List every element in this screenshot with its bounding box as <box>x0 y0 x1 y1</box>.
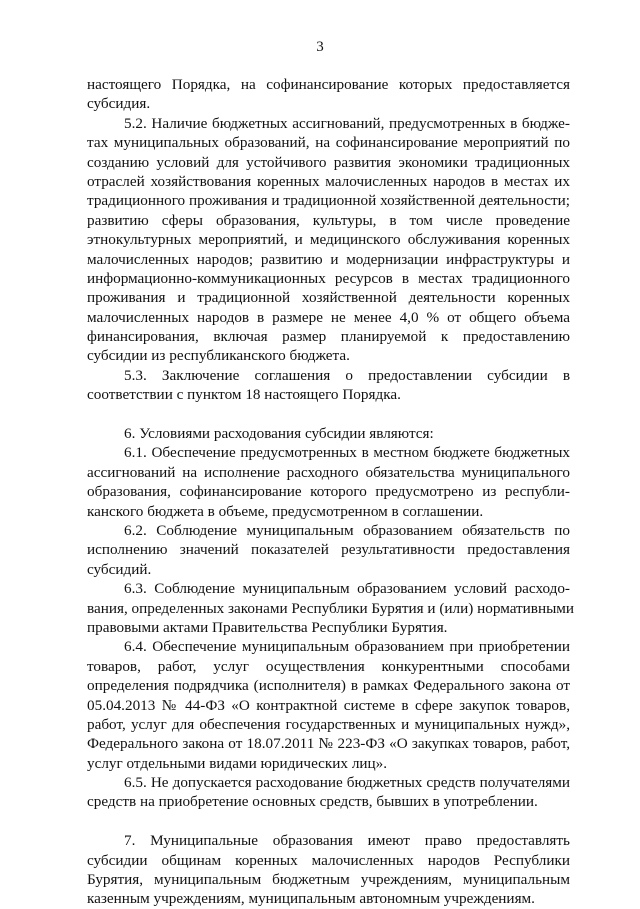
text-line: субсидий. <box>87 560 152 578</box>
text-line: 5.2. Наличие бюджетных ассигнований, предусмотренных в бюдже- <box>124 114 570 132</box>
text-line: малочисленных народов; развитию и модернизации инфраструктуры и <box>87 250 570 268</box>
text-line: ассигнований на исполнение расходного обязательства муниципального <box>87 463 570 481</box>
paragraph-gap <box>87 405 570 424</box>
text-line: настоящего Порядка, на софинансирование которых предоставляется <box>87 76 570 93</box>
text-line: работ, услуг для обеспечения государственных и муниципальных нужд», <box>87 715 570 733</box>
text-line: 7. Муниципальные образования имеют право предоставлять <box>124 832 570 850</box>
text-line: 05.04.2013 № 44-ФЗ «О контрактной системе в сфере закупок товаров, <box>87 696 570 714</box>
text-line: 6.1. Обеспечение предусмотренных в местном бюджете бюджетных <box>124 444 570 462</box>
paragraph-gap <box>87 812 570 831</box>
text-line: 6.4. Обеспечение муниципальным образованием при приобретении <box>124 638 570 656</box>
text-line: казенным учреждениям, муниципальным автономным учреждениям. <box>87 890 535 908</box>
text-line: тах муниципальных образований, на софинансирование мероприятий по <box>87 134 570 152</box>
text-line: правовыми актами Правительства Республики Бурятия. <box>87 618 448 636</box>
page-number: 3 <box>316 39 324 55</box>
document-body <box>87 75 575 909</box>
text-line: канского бюджета в объеме, предусмотренном в соглашении. <box>87 502 484 520</box>
text-line: субсидия. <box>87 95 151 113</box>
text-line: определения подрядчика (исполнителя) в рамках Федерального закона от <box>87 677 570 695</box>
text-line: образования, софинансирование которого предусмотрено из республи- <box>87 483 570 501</box>
text-line: малочисленных народов в размере не менее 4,0 % от общего объема <box>87 308 570 326</box>
text-line: вания, определенных законами Республики Бурятия и (или) нормативными <box>87 599 575 617</box>
text-line: информационно-коммуникационных ресурсов в местах традиционного <box>87 269 570 287</box>
text-line: субсидии из республиканского бюджета. <box>87 347 350 365</box>
text-line: Федерального закона от 18.07.2011 № 223-ФЗ «О закупках товаров, работ, <box>87 735 570 753</box>
text-line: 6. Условиями расходования субсидии являются: <box>124 425 434 443</box>
text-line: проживания и традиционной хозяйственной деятельности коренных <box>87 289 570 307</box>
text-line: 5.3. Заключение соглашения о предоставлении субсидии в <box>124 366 570 384</box>
text-line: отраслей хозяйствования коренных малочисленных народов в местах их <box>87 172 570 190</box>
text-line: товаров, работ, услуг осуществления конкурентными способами <box>87 657 570 675</box>
text-line: 6.5. Не допускается расходование бюджетных средств получателями <box>124 774 570 792</box>
text-line: услуг отдельными видами юридических лиц». <box>87 754 388 772</box>
text-line: субсидии общинам коренных малочисленных народов Республики <box>87 851 570 869</box>
text-line: Бурятия, муниципальным бюджетным учреждениям, муниципальным <box>87 871 570 889</box>
text-line: соответствии с пунктом 18 настоящего Порядка. <box>87 386 401 404</box>
text-line: средств на приобретение основных средств, бывших в употреблении. <box>87 793 538 811</box>
text-line: 6.3. Соблюдение муниципальным образованием условий расходо- <box>124 580 570 598</box>
text-line: этнокультурных мероприятий, и медицинского обслуживания коренных <box>87 231 570 249</box>
text-line: созданию условий для устойчивого развития экономики традиционных <box>87 153 570 171</box>
text-line: 6.2. Соблюдение муниципальным образованием обязательств по <box>124 521 570 539</box>
text-line: финансирования, включая размер планируемой к предоставлению <box>87 328 570 346</box>
text-line: традиционного проживания и традиционной хозяйственной деятельности; <box>87 192 570 210</box>
text-line: развитию сферы образования, культуры, в том числе проведение <box>87 211 570 229</box>
text-line: исполнению значений показателей результативности предоставления <box>87 541 570 559</box>
